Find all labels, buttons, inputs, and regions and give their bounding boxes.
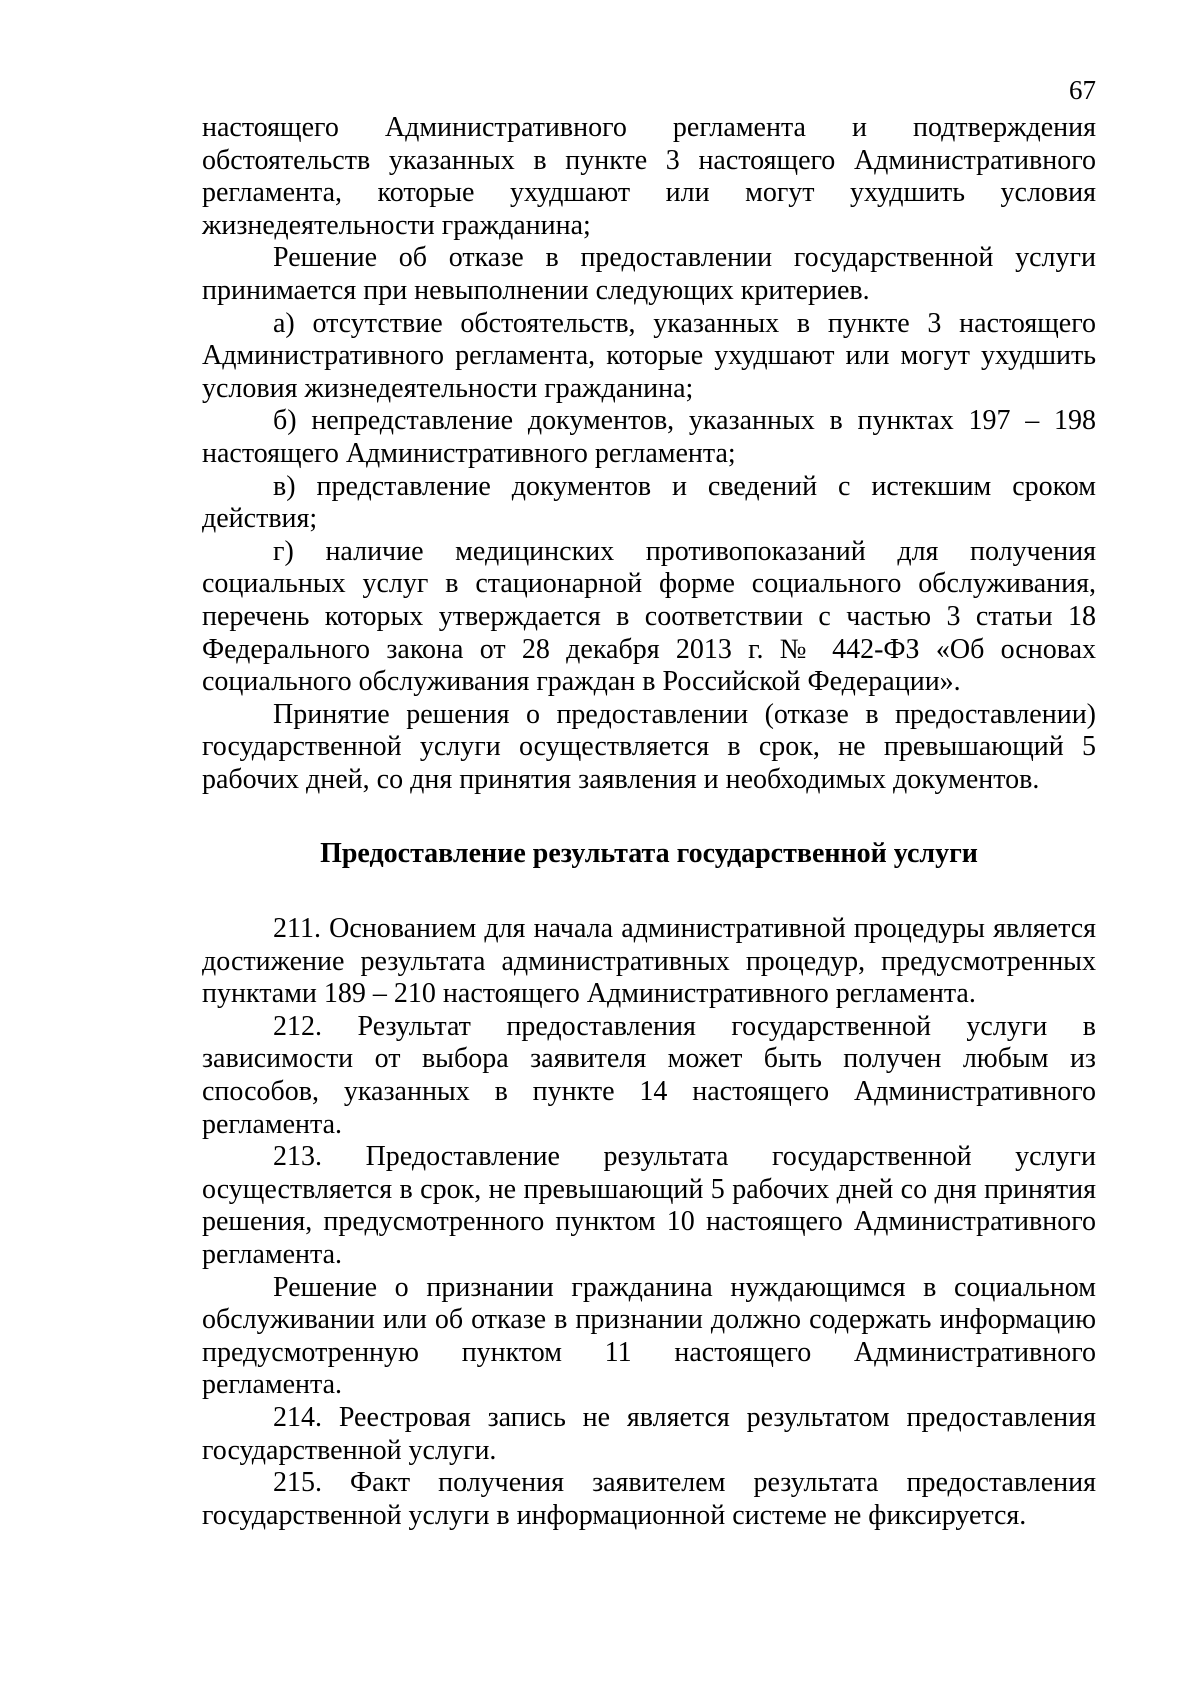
paragraph: Решение об отказе в предоставлении государственной услуги принимается при невыполнении следующих критериев. [202,242,1096,306]
paragraph: Решение о признании гражданина нуждающимся в социальном обслуживании или об отказе в признании должно содержать информацию предусмотренную пунктом 11 настоящего Административного регламента. [202,1271,1096,1401]
clause-211: 211. Основанием для начала административной процедуры является достижение результата административных процедур, предусмотренных пунктами 189 – 210 настоящего Административного регламента. [202,913,1096,1010]
clause-214: 214. Реестровая запись не является результатом предоставления государственной услуги. [202,1401,1096,1466]
clause-213: 213. Предоставление результата государственной услуги осуществляется в срок, не превышающий 5 рабочих дней со дня принятия решения, предусмотренного пунктом 10 настоящего Административного регламента. [202,1141,1096,1270]
clause-215: 215. Факт получения заявителем результата предоставления государственной услуги в информационной системе не фиксируется. [202,1467,1096,1531]
page-number: 67 [1069,75,1096,105]
criterion-g: г) наличие медицинских противопоказаний для получения социальных услуг в стационарной форме социального обслуживания, перечень которых утверждается в соответствии с частью 3 статьи 18 Федерального закона от 28 декабря 2013 г. № 442-ФЗ «Об основах социального обслуживания граждан в Российской Федерации». [202,535,1096,698]
criterion-b: б) непредставление документов, указанных в пунктах 197 – 198 настоящего Административного регламента; [202,405,1096,469]
criterion-v: в) представление документов и сведений с истекшим сроком действия; [202,470,1096,535]
section-heading: Предоставление результата государственной услуги [320,838,978,870]
paragraph: настоящего Административного регламента и подтверждения обстоятельств указанных в пункте 3 настоящего Административного регламента, которые ухудшают или могут ухудшить условия жизнедеятельности гражданина; [202,112,1096,241]
document-body [202,112,1096,1532]
paragraph: Принятие решения о предоставлении (отказе в предоставлении) государственной услуги осуществляется в срок, не превышающий 5 рабочих дней, со дня принятия заявления и необходимых документов. [202,698,1096,795]
criterion-a: а) отсутствие обстоятельств, указанных в пункте 3 настоящего Административного регламента, которые ухудшают или могут ухудшить условия жизнедеятельности гражданина; [202,307,1096,404]
clause-212: 212. Результат предоставления государственной услуги в зависимости от выбора заявителя может быть получен любым из способов, указанных в пункте 14 настоящего Административного регламента. [202,1010,1096,1140]
